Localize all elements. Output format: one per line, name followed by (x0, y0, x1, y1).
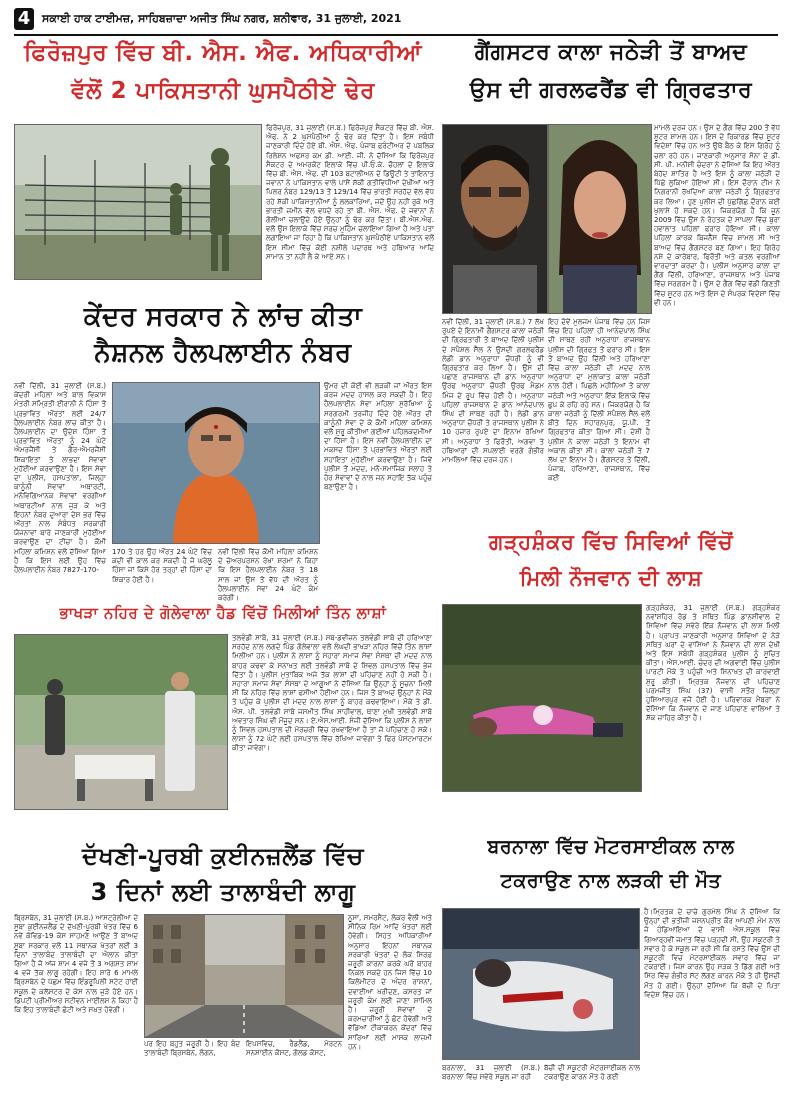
garhshankar-photo (442, 604, 642, 792)
helpline-headline-2: ਨੈਸ਼ਨਲ ਹੈਲਪਲਾਈਨ ਨੰਬਰ (94, 338, 352, 368)
garhshankar-body: ਗੜ੍ਹਸ਼ੰਕਰ, 31 ਜੁਲਾਈ (ਸ.ਬ.) ਗੜ੍ਹਸ਼ੰਕਰ ਨਵਾਂਸ਼ਹਿਰ ਰੋਡ ਤੇ ਸਥਿਤ ਪਿੰਡ ਡਾਨਸੀਵਾਲ ਦੇ ਸਿਵਿਆਂ ਵਿੱਚ ਸਵੇਰੇ ਇੱਕ ਨੌਜਵਾਨ ਦੀ ਲਾਸ਼ ਮਿਲੀ ਹੈ। ਪ੍ਰਾਪਤ ਜਾਣਕਾਰੀ ਅਨੁਸਾਰ ਸਿਵਿਆਂ ਦੇ ਨੇੜੇ ਸਥਿਤ ਘਰਾਂ ਦੇ ਵਾਸਿਆਂ ਨੇ ਨੌਜਵਾਨ ਦੀ ਲਾਸ਼ ਦੇਖੀ ਅਤੇ ਇਸ ਸਬੰਧੀ ਗੜ੍ਹਸ਼ੰਕਰ ਪੁਲੀਸ ਨੂੰ ਸੂਚਿਤ ਕੀਤਾ। ਐਸ.ਆਈ. ਚੰਦਰ ਦੀ ਅਗਵਾਈ ਵਿੱਚ ਪੁਲੀਸ ਪਾਰਟੀ ਮੌਕੇ ਤੇ ਪਹੁੰਚੀ ਅਤੇ ਸ਼ਿਨਾਖਤ ਦੀ ਕਾਰਵਾਈ ਸ਼ੁਰੂ ਕੀਤੀ। ਮ੍ਰਿਤਕ ਨੌਜਵਾਨ ਦੀ ਪਹਿਚਾਣ ਪਰਮਜੀਤ ਸਿੰਘ (37) ਵਾਸੀ ਸਤੌਰ ਜ਼ਿਲ੍ਹਾ ਹੁਸ਼ਿਆਰਪੁਰ ਵਜੋਂ ਹੋਈ ਹੈ। ਪਰਿਵਾਰਕ ਮੈਂਬਰਾਂ ਨੇ ਦੱਸਿਆ ਕਿ ਨੌਜਵਾਨ ਦੇ ਜਾਣ ਪਹਿਚਾਣ ਵਾਲਿਆਂ ਤੇ ਸ਼ੱਕ ਜ਼ਾਹਿਰ ਕੀਤਾ ਹੈ। (646, 604, 780, 723)
barnala-body-mid: ਬੱਚੀ ਦੀ ਸਕੂਟਰੀ ਮੋਟਰਸਾਈਕਲ ਨਾਲ ਟਕਰਾਉਣ ਕਾਰਨ ਮੌਤ ਹੋ ਗਈ (544, 1064, 640, 1082)
gangster-body-left: ਨਵੀਂ ਦਿੱਲੀ, 31 ਜੁਲਾਈ (ਸ.ਬ.) 7 ਲੱਖ ਰੁਪਏ ਦੇ ਇਨਾਮੀ ਗੈਂਗਸਟਰ ਕਾਲਾ ਜਠੇੜੀ ਦੀ ਗ੍ਰਿਫਤਾਰੀ ਤੋਂ ਬਾਅਦ ਦਿੱਲੀ ਪੁਲੀਸ ਦੇ ਸਪੈਸ਼ਲ ਸੈੱਲ ਨੇ ਉਸਦੀ ਗਰਲਫਰੈਂਡ ਲੇਡੀ ਡਾਨ ਅਨੁਰਾਧਾ ਚੌਧਰੀ ਨੂੰ ਵੀ ਗ੍ਰਿਫਤਾਰ ਕਰ ਲਿਆ ਹੈ। ਉਸ ਦੀ ਪਛਾਣ ਰਾਜਸਥਾਨ ਦੀ ਡਾਨ ਅਨੁਰਾਧਾ ਉਰਫ ਅਨੁਰਾਧਾ ਚੌਧਰੀ ਉਰਫ ਮੈਡਮ ਮਿੰਜ ਦੇ ਰੂਪ ਵਿੱਚ ਹੋਈ ਹੈ। ਅਨੁਰਾਧਾ ਪਹਿਲਾਂ ਰਾਜਸਥਾਨ ਦੇ ਡਾਨ ਆਨੰਦਪਾਲ ਸਿੰਘ ਦੀ ਸਾਥਣ ਰਹੀ ਹੈ। ਲੇਡੀ ਡਾਨ ਅਨੁਰਾਧਾ ਚੌਧਰੀ ਤੇ ਰਾਜਸਥਾਨ ਪੁਲੀਸ ਨੇ 10 ਹਜਾਰ ਰੁਪਏ ਦਾ ਇਨਾਮ ਰੱਖਿਆ ਸੀ। ਅਨੁਰਾਧਾ ਤੇ ਫਿਰੌਤੀ, ਅਗਵਾ ਤੇ ਹਥਿਆਰਾਂ ਦੀ ਸਪਲਾਈ ਵਰਗੇ ਗੰਭੀਰ ਮਾਮਲਿਆਂ ਵਿੱਚ ਦਰਜ ਹਨ। (442, 318, 544, 465)
barnala-photo (442, 908, 640, 1060)
helpline-headline-1: ਕੇਂਦਰ ਸਰਕਾਰ ਨੇ ਲਾਂਚ ਕੀਤਾ (83, 302, 363, 332)
gangster-body-mid: ਇਹ ਦੋਵੇਂ ਮੁਲਜਮ ਪੰਜਾਬ ਵਿੱਚ ਹਨ ਜਿਸ ਵਿੱਚ ਇਹ ਪਹਿਲਾਂ ਹੀ ਆਨੰਦਪਾਲ ਸਿੰਘ ਦੀ ਸਾਥਣ ਰਹੀ ਅਨੁਰਾਧਾ ਰਾਜਸਥਾਨ ਪੁਲੀਸ ਦੀ ਗ੍ਰਿਫਤ ਤੋਂ ਫਰਾਰ ਸੀ। ਇਸ ਤੋਂ ਬਾਅਦ ਉਹ ਦਿੱਲੀ ਅਤੇ ਹਰਿਆਣਾ ਵਿੱਚ ਕਾਲਾ ਜਠੇੜੀ ਦੀ ਮਦਦ ਨਾਲ ਅਨੁਰਾਧਾ ਦਾ ਮੁਲਾਕਾਤ ਕਾਲਾ ਜਠੇੜੀ ਨਾਲ ਹੋਈ। ਪਿਛਲੇ ਮਹੀਨਿਆਂ ਤੋਂ ਕਾਲਾ ਜਠੇੜੀ ਅਤੇ ਅਨੁਰਾਧਾ ਇੱਕ ਇਲਾਕੇ ਵਿੱਚ ਛੁਪ ਕੇ ਰਹਿ ਰਹੇ ਸਨ। ਜਿਕਰਯੋਗ ਹੈ ਕਿ ਕਾਲਾ ਜਠੇੜੀ ਨੂੰ ਦਿੱਲੀ ਸਪੈਸ਼ਲ ਸੈੱਲ ਵਲੋਂ ਬੀਤੇ ਦਿਨ ਸਹਾਰਨਪੁਰ, ਯੂ.ਪੀ. ਤੋਂ ਗ੍ਰਿਫਤਾਰ ਕੀਤਾ ਗਿਆ ਸੀ। ਦੇਸ਼ੀ ਹੈ ਪੁਲੀਸ ਨੇ ਕਾਲਾ ਜਠੇੜੀ ਤੇ ਇਨਾਮ ਵੀ ਅਕਾਲ ਕੀਤਾ ਸੀ। ਕਾਲਾ ਜਠੇੜੀ ਤੇ 7 ਲੱਖ ਦਾ ਇਨਾਮ ਹੈ। ਗੈਂਗਸਟਰ ਤੇ ਦਿੱਲੀ, ਪੰਜਾਬ, ਹਰਿਆਣਾ, ਰਾਜਸਥਾਨ, ਵਿੱਚ ਕਈ (548, 318, 650, 483)
bsf-headline-1: ਫਿਰੋਜ਼ਪੁਰ ਵਿੱਚ ਬੀ. ਐਸ. ਐਫ. ਅਧਿਕਾਰੀਆਂ (23, 40, 423, 66)
queensland-headline-2: 3 ਦਿਨਾਂ ਲਈ ਤਾਲਾਬੰਦੀ ਲਾਗੂ (90, 878, 356, 906)
canal-body: ਤਲਵੰਡੀ ਸਾਬੋ, 31 ਜੁਲਾਈ (ਸ.ਬ.) ਸਬ-ਡਵੀਜ਼ਨ ਤਲਵੰਡੀ ਸਾਬੋ ਦੀ ਹਰਿਆਣਾ ਸਰਹੱਦ ਨਾਲ ਲਗਦੇ ਪਿੰਡ ਗੋਲੇਵਾਲਾ ਵਲੋਂ ਲੰਘਦੀ ਭਾਖੜਾ ਨਹਿਰ ਵਿੱਚੋਂ ਤਿੰਨ ਲਾਸ਼ਾਂ ਮਿਲੀਆਂ ਹਨ। ਪੁਲੀਸ ਨੇ ਲਾਸ਼ਾਂ ਨੂੰ ਸਹਾਰਾ ਸਮਾਜ ਸੇਵਾ ਸੰਸਥਾ ਦੀ ਮਦਦ ਨਾਲ ਬਾਹਰ ਕਢਵਾ ਕੇ ਸਨਾਖਤ ਲਈ ਤਲਵੰਡੀ ਸਾਬੋ ਦੇ ਸਿਵਲ ਹਸਪਤਾਲ ਵਿੱਚ ਭੇਜ ਦਿੱਤਾ ਹੈ। ਪੁਲੀਸ ਮੁਤਾਬਿਕ ਅਜੇ ਤੱਕ ਲਾਸ਼ਾਂ ਦੀ ਪਹਿਚਾਣ ਨਹੀਂ ਹੋ ਸਕੀ ਹੈ। ਸਹਾਰਾ ਸਮਾਜ ਸੇਵਾ ਸੰਸਥਾ ਦੇ ਆਗੂਆਂ ਨੇ ਦੱਸਿਆ ਕਿ ਉਨ੍ਹਾਂ ਨੂੰ ਸੂਚਨਾ ਮਿਲੀ ਸੀ ਕਿ ਨਹਿਰ ਵਿੱਚ ਲਾਸ਼ਾਂ ਫਸੀਆਂ ਹੋਈਆਂ ਹਨ। ਜਿਸ ਤੋਂ ਬਾਅਦ ਉਨ੍ਹਾਂ ਨੇ ਮੌਕੇ ਤੇ ਪਹੁੰਚ ਕੇ ਪੁਲੀਸ ਦੀ ਮਦਦ ਨਾਲ ਲਾਸ਼ਾਂ ਨੂੰ ਬਾਹਰ ਕਢਵਾਇਆ। ਮੌਕੇ ਤੇ ਡੀ. ਐਸ. ਪੀ. ਤਲਵੰਡੀ ਸਾਬੋ ਜਸਮੀਤ ਸਿੰਘ ਸਾਹੀਵਾਲ, ਥਾਣਾ ਮੁਖੀ ਤਲਵੰਡੀ ਸਾਬੋ ਅਵਤਾਰ ਸਿੰਘ ਵੀ ਮੌਜੂਦ ਸਨ। ਏ.ਐਸ.ਆਈ. ਸੰਜੀ ਦੱਸਿਆ ਕਿ ਪੁਲੀਸ ਨੇ ਲਾਸ਼ਾਂ ਨੂੰ ਸਿਵਲ ਹਸਪਤਾਲ ਦੀ ਮੋਰਚਰੀ ਵਿੱਚ ਰਖਵਾਇਆ ਹੈ ਤਾਂ ਜੋ ਪਹਿਚਾਣ ਹੋ ਸਕੇ। ਲਾਸ਼ਾਂ ਨੂੰ 72 ਘੰਟੇ ਲਈ ਹਸਪਤਾਲ ਵਿੱਚ ਰੱਖਿਆ ਜਾਵੇਗਾ ਤੇ ਫਿਰ ਪੋਸਟਮਾਰਟਮ ਕੀਤਾ ਜਾਵੇਗਾ। (232, 634, 432, 753)
border-soldiers-photo (14, 124, 262, 280)
page-number: 4 (14, 8, 34, 30)
queensland-body-right: ਨੂਸਾ, ਸਮਰਸੈਟ, ਲੋਕਰ ਵੈਲੀ ਅਤੇ ਸੀਨਿਕ ਰਿਮ ਆਦਿ ਖੇਤਰਾਂ ਲਈ ਹੋਵੇਗੀ। ਸਿਹਤ ਅਧਿਕਾਰੀਆਂ ਅਨੁਸਾਰ ਇਹਨਾਂ ਸਥਾਨਕ ਸਰਕਾਰੀ ਖੇਤਰਾਂ ਦੇ ਲੋਕ ਸਿਰਫ਼ ਜ਼ਰੂਰੀ ਕਾਰਨਾਂ ਕਰਕੇ ਘਰੋਂ ਬਾਹਰ ਨਿਕਲ ਸਕਦੇ ਹਨ ਜਿਸ ਵਿੱਚ 10 ਕਿਲੋਮੀਟਰ ਦੇ ਅੰਦਰ ਰਾਸ਼ਨਾਂ, ਦਵਾਈਆਂ ਖਰੀਦਣ, ਕਸਰਤ ਜਾਂ ਜ਼ਰੂਰੀ ਕੰਮ ਲਈ ਜਾਣਾ ਸ਼ਾਮਿਲ ਹੈ। ਜ਼ਰੂਰੀ ਸੇਵਾਵਾਂ ਦੇ ਕਰਮਚਾਰੀਆਂ ਨੂੰ ਛੋਟ ਹੋਵੇਗੀ ਅਤੇ ਵੱਡਿਆਂ ਟੀਕਾਕਰਨ ਕੇਂਦਰਾਂ ਵਿੱਚ ਸਾਰਿਆਂ ਲਈ ਮਾਸਕ ਲਾਜ਼ਮੀ ਹਨ। (348, 914, 432, 1051)
canal-headline: ਭਾਖੜਾ ਨਹਿਰ ਦੇ ਗੋਲੇਵਾਲਾ ਹੈਡ ਵਿੱਚੋਂ ਮਿਲੀਆਂ ਤਿੰਨ ਲਾਸ਼ਾਂ (59, 604, 387, 622)
gangster-photo-woman (548, 124, 652, 314)
bsf-body: ਫਿਰੋਜ਼ਪੁਰ, 31 ਜੁਲਾਈ (ਸ.ਬ.) ਫਿਰੋਜ਼ਪੁਰ ਸੈਕਟਰ ਵਿੱਚ ਬੀ. ਐਸ. ਐਫ. ਨੇ 2 ਘੁਸਪੈਠੀਆਂ ਨੂੰ ਢੇਰ ਕਰ ਦਿੱਤਾ ਹੈ। ਇਸ ਸਬੰਧੀ ਜਾਣਕਾਰੀ ਦਿੰਦੇ ਹੋਏ ਬੀ. ਐਸ. ਐਫ. ਪੰਜਾਬ ਫਰੰਟੀਅਰ ਦੇ ਪਬਲਿਕ ਰਿਲੇਸ਼ਨ ਅਫਸਰ ਕਮ ਡੀ. ਆਈ. ਜੀ. ਨੇ ਦੱਸਿਆ ਕਿ ਫਿਰੋਜ਼ਪੁਰ ਸੈਕਟਰ ਦੇ ਅਮਰਕੋਟ ਇਲਾਕੇ ਵਿੱਚ ਪੀ.ਓ.ਕੇ. ਚੌਹਲਾਂ ਦੇ ਇਲਾਕੇ ਵਿੱਚ ਬੀ. ਐਸ. ਐਫ. ਦੀ 103 ਬਟਾਲੀਅਨ ਦੇ ਡਿਊਟੀ ਤੇ ਤਾਇਨਾਤ ਜਵਾਨਾਂ ਨੇ ਪਾਕਿਸਤਾਨ ਵਾਲੇ ਪਾਸੋਂ ਸ਼ੱਕੀ ਗਤੀਵਿਧੀਆਂ ਦੇਖੀਆਂ ਅਤੇ ਪਿਲਰ ਨੰਬਰ 129/13 ਤੋਂ 129/14 ਵਿੱਚ ਭਾਰਤੀ ਸਰਹੱਦ ਵੱਲ ਵੱਧ ਰਹੇ ਸ਼ੱਕੀ ਪਾਕਿਸਤਾਨੀਆਂ ਨੂੰ ਲਲਕਾਰਿਆ, ਜਦੋਂ ਉਹ ਨਹੀਂ ਰੁਕੇ ਅਤੇ ਭਾਰਤੀ ਜ਼ਮੀਨ ਵੱਲ ਵਧਦੇ ਰਹੇ ਤਾਂ ਬੀ. ਐਸ. ਐਫ. ਦੇ ਜਵਾਨਾਂ ਨੇ ਗੋਲੀਆਂ ਚਲਾਉਂਦੇ ਹੋਏ ਉਨ੍ਹਾਂ ਨੂੰ ਢੇਰ ਕਰ ਦਿੱਤਾ। ਬੀ.ਐਸ.ਐਫ. ਵਲੋਂ ਉਸ ਇਲਾਕੇ ਵਿੱਚ ਸਰਚ ਮੁਹਿੰਮ ਚਲਾਇਆ ਗਿਆ ਹੈ ਅਤੇ ਪਤਾ ਲਗਾਇਆ ਜਾ ਰਿਹਾ ਹੈ ਕਿ ਪਾਕਿਸਤਾਨ ਘੁਸਪੈਠੀਏ ਪਾਕਿਸਤਾਨ ਵਲੋਂ ਇਸ ਸੀਮਾ ਵਿੱਚ ਕੋਈ ਨਸ਼ੀਲੇ ਪਦਾਰਥ ਅਤੇ ਹਥਿਆਰ ਆਦਿ ਸਾਮਾਨ ਤਾਂ ਨਹੀਂ ਲੈ ਕੇ ਆਏ ਸਨ। (266, 124, 434, 261)
page-header (14, 8, 778, 36)
canal-photo (14, 634, 228, 810)
barnala-body-left: ਬਰਨਾਲਾ, 31 ਜੁਲਾਈ (ਸ.ਬ.) ਬਰਨਾਲਾ ਵਿੱਚ ਸਵੇਰੇ ਸਕੂਲ ਜਾ ਰਹੀ (442, 1064, 540, 1082)
helpline-body-bottom-2: ਨਵੀਂ ਦਿੱਲੀ ਵਿੱਚ ਕੌਮੀ ਮਹਿਲਾ ਕਮਿਸ਼ਨ ਦੇ ਚੇਅਰਪਰਸਨ ਰੇਖਾ ਸ਼ਰਮਾ ਨੇ ਕਿਹਾ ਕਿ ਇਸ ਹੈਲਪਲਾਈਨ ਨੰਬਰ ਤੇ 18 ਸਾਲ ਜਾਂ ਉਸ ਤੋਂ ਵੱਧ ਦੀ ਔਰਤ ਨੂੰ ਹੈਲਪਲਾਈਨ ਸੇਵਾ 24 ਘੰਟੇ ਕੰਮ ਕਰੇਗੀ। (218, 548, 318, 603)
garhshankar-headline-1: ਗੜ੍ਹਸ਼ੰਕਰ ਵਿੱਚ ਸਿਵਿਆਂ ਵਿੱਚੋਂ (488, 530, 734, 554)
bsf-headline-2: ਵੱਲੋਂ 2 ਪਾਕਿਸਤਾਨੀ ਘੁਸਪੈਠੀਏ ਢੇਰ (71, 78, 375, 104)
queensland-headline-1: ਦੱਖਣੀ-ਪੂਰਬੀ ਕੁਈਨਜ਼ਲੈਂਡ ਵਿੱਚ (82, 842, 364, 870)
gangster-headline-1: ਗੈਂਗਸਟਰ ਕਾਲਾ ਜਠੇੜੀ ਤੋਂ ਬਾਅਦ (474, 40, 748, 65)
gangster-body-right: ਮਾਮਲੇ ਦਰਜ ਹਨ। ਉਸ ਦੇ ਗੈਂਗ ਵਿੱਚ 200 ਤੋਂ ਵੱਧ ਸ਼ੂਟਰ ਸ਼ਾਮਲ ਹਨ। ਇਸ ਦੇ ਰਿਕਾਰਡ ਵਿੱਚ ਸ਼ੂਟਰ ਵਿਦੇਸ਼ਾਂ ਵਿੱਚ ਹਨ ਅਤੇ ਉਥੋਂ ਬੈਠ ਕੇ ਇਸ ਗਿਰੋਹ ਨੂੰ ਚਲਾ ਰਹੇ ਹਨ। ਜਾਣਕਾਰੀ ਅਨੁਸਾਰ ਸੋਨਾ ਦੇ ਡੀ. ਸੀ. ਪੀ. ਮਨੀਸ਼ੀ ਚੰਦਰਾ ਨੇ ਦੱਸਿਆ ਕਿ ਇਹ ਔਰਤ ਬੇਹੱਦ ਸ਼ਾਤਿਰ ਹੈ ਅਤੇ ਇਸ ਨੂੰ ਕਾਲਾ ਜਠੇੜੀ ਦੇ ਪਿੱਛੇ ਲੁਕਿਆ ਹੋਇਆ ਸੀ। ਇਸ ਦੌਰਾਨ ਟੀਮ ਨੇ ਨਿਗਰਾਨੀ ਰੱਖਦਿਆਂ ਕਾਲਾ ਜਠੇੜੀ ਨੂੰ ਗ੍ਰਿਫਤਾਰ ਕਰ ਲਿਆ। ਹੁਣ ਪੁਲੀਸ ਦੀ ਪੁੱਛਗਿੱਛ ਦੌਰਾਨ ਕਈ ਖੁਲਾਸੇ ਹੋ ਸਕਦੇ ਹਨ। ਜਿਕਰਯੋਗ ਹੈ ਕਿ ਜੂਨ 2009 ਵਿੱਚ ਉਸ ਨੇ ਰੋਹਤਕ ਦੇ ਸਾਪਲਾ ਵਿੱਚ ਬੁਰਾ ਹਵਾਲਾਤ ਪਹਿਲਾਂ ਫਰਾਰ ਹੋਇਆ ਸੀ। ਕਾਲਾ ਪਹਿਲਾਂ ਕਾਰਕ ਬਿਜਨੈੱਸ ਵਿੱਚ ਸ਼ਾਮਲ ਸੀ ਅਤੇ ਬਾਅਦ ਵਿੱਚ ਗੈਂਗਸਟਰ ਬਣ ਗਿਆ। ਇਹ ਗਿਰੋਹ ਨਸ਼ੇ ਦੇ ਕਾਰੋਬਾਰ, ਫਿਰੌਤੀ ਅਤੇ ਕਤਲ ਵਰਗੀਆਂ ਵਾਰਦਾਤਾਂ ਕਰਦਾ ਹੈ। ਪੁਲੀਸ ਅਨੁਸਾਰ ਕਾਲਾ ਦਾ ਗੈਂਗ ਦਿੱਲੀ, ਹਰਿਆਣਾ, ਰਾਜਸਥਾਨ ਅਤੇ ਪੰਜਾਬ ਵਿੱਚ ਸਰਗਰਮ ਹੈ। ਉਸ ਦੇ ਗੈਂਗ ਵਿੱਚ ਵੱਡੀ ਗਿਣਤੀ ਵਿੱਚ ਸ਼ੂਟਰ ਹਨ ਅਤੇ ਇਸ ਦੇ ਸੰਪਰਕ ਵਿਦੇਸ਼ਾਂ ਵਿੱਚ ਵੀ ਹਨ। (654, 124, 780, 307)
helpline-body-right: ਉਮਰ ਦੀ ਕੋਈ ਵੀ ਲੜਕੀ ਜਾਂ ਔਰਤ ਇਸ ਕਰਜ ਮਦਦ ਹਾਸਲ ਕਰ ਸਕਦੀ ਹੈ। ਇਹ ਹੈਲਪਲਾਈਨ ਸੇਵਾ ਮਹਿਲਾ ਸੁਰੱਖਿਆ ਨੂੰ ਸਰਗਰਮੀ ਤਰਜੀਹ ਦਿੰਦੇ ਹੋਏ ਔਰਤ ਦੀ ਕਾਨੂੰਨੀ ਸੇਵਾ ਦੇ ਕੇ ਕੌਮੀ ਮਹਿਲਾ ਕਮਿਸ਼ਨ ਵਲੋਂ ਸ਼ੁਰੂ ਕੀਤੀਆਂ ਗਈਆਂ ਪਹਿਲਕਦਮੀਆਂ ਦਾ ਹਿੱਸਾ ਹੈ। ਇਸ ਨਵੀਂ ਹੈਲਪਲਾਈਨ ਦਾ ਮਕਸਦ ਹਿੰਸਾ ਤੋਂ ਪ੍ਰਭਾਵਿਤ ਔਰਤਾਂ ਲਈ ਸਹਾਇਤਾ ਮੁਹੱਈਆ ਕਰਵਾਉਣਾ ਹੈ। ਜਿਵੇਂ ਪੁਲੀਸ ਤੋਂ ਮਦਦ, ਮਨੋ-ਸਮਾਜਿਕ ਸਲਾਹ ਤੇ ਹੋਰ ਸੇਵਾਵਾਂ ਦੇ ਨਾਲ ਜਨ ਸਹਾਇ ਤੱਕ ਪਹੁੰਚ ਬਣਾਉਣਾ ਹੈ। (324, 382, 432, 492)
queensland-body-bottom-1: ਪਰ ਇਹ ਬਹੁਤ ਜਰੂਰੀ ਹੈ। ਇਹ ਬੰਦ ਤਾਲਾਬੰਦੀ ਬ੍ਰਿਸਬੇਨ, ਲੋਗਨ, (144, 1040, 240, 1058)
gangster-headline-2: ਉਸ ਦੀ ਗਰਲਫਰੈਂਡ ਵੀ ਗ੍ਰਿਫਤਾਰ (469, 78, 753, 103)
helpline-body-bottom-1: 170 ਤੇ ਹਰ ਉਹ ਔਰਤ 24 ਘੰਟੇ ਵਿੱਚ ਕਦੀ ਵੀ ਕਾਲ ਕਰ ਸਕਦੀ ਹੈ ਜੋ ਘਰੇਲੂ ਹਿੰਸਾ ਜਾਂ ਕਿਸੇ ਹੋਰ ਤਰ੍ਹਾਂ ਦੀ ਹਿੰਸਾ ਦਾ ਸ਼ਿਕਾਰ ਹੋਈ ਹੈ। (112, 548, 212, 584)
barnala-body-right: ਹੈ।ਮ੍ਰਿਤਕ ਦੇ ਚਾਚੇ ਗੁਰਮੇਲ ਸਿੰਘ ਨੇ ਦੱਸਿਆ ਕਿ ਉਨ੍ਹਾਂ ਦੀ ਭਤੀਜੀ ਜਸ਼ਨਪ੍ਰੀਤ ਕੌਰ ਆਪਣੀ ਮੰਮ ਨਾਲ ਜੋ ਹੰਡਿਆਇਆ ਦੇ ਵਾਸੀ ਐਸ.ਸਕੂਲ ਵਿੱਚ ਗਿਆਰ੍ਹਵੀਂ ਜਮਾਤ ਵਿੱਚ ਪੜ੍ਹਦੀ ਸੀ, ਉਹ ਸਕੂਟਰੀ ਤੇ ਸਵਾਰ ਹੋ ਕੇ ਸਕੂਲ ਜਾ ਰਹੀ ਸੀ ਕਿ ਰਸਤੇ ਵਿੱਚ ਉਸ ਦੀ ਸਕੂਟਰੀ ਵਿਚ ਮੋਟਰਸਾਈਕਲ ਸਵਾਰ ਵਿੱਚ ਜਾ ਟਕਰਾਈ। ਜਿਸ ਕਾਰਨ ਉਹ ਸੜਕ ਤੇ ਡਿੱਗ ਗਈ ਅਤੇ ਸਿਰ ਵਿੱਚ ਗੰਭੀਰ ਸੱਟ ਲੱਗਣ ਕਾਰਨ ਮੌਕੇ ਤੇ ਹੀ ਉਸਦੀ ਮੌਤ ਹੋ ਗਈ। ਉਨ੍ਹਾਂ ਦੱਸਿਆ ਕਿ ਬੱਚੀ ਦੇ ਪਿਤਾ ਵਿਦੇਸ਼ ਵਿੱਚ ਹਨ। (644, 908, 780, 999)
barnala-headline-1: ਬਰਨਾਲਾ ਵਿੱਚ ਮੋਟਰਸਾਈਕਲ ਨਾਲ (487, 836, 735, 858)
garhshankar-headline-2: ਮਿਲੀ ਨੌਜਵਾਨ ਦੀ ਲਾਸ਼ (519, 566, 703, 590)
queensland-body-bottom-2: ਇਪਸਵਿਚ, ਰੈਡਲੈਂਡ, ਮੋਰਟਨ ਸਨਸ਼ਾਈਨ ਕੋਸਟ, ਗੋਲਡ ਕੋਸਟ, (246, 1040, 342, 1058)
brisbane-street-photo (144, 914, 344, 1038)
header-dateline: ਸਕਾਈ ਹਾਕ ਟਾਈਮਜ਼, ਸਾਹਿਬਜ਼ਾਦਾ ਅਜੀਤ ਸਿੰਘ ਨਗਰ, ਸ਼ਨੀਵਾਰ, 31 ਜੁਲਾਈ, 2021 (42, 12, 402, 25)
barnala-headline-2: ਟਕਰਾਉਣ ਨਾਲ ਲੜਕੀ ਦੀ ਮੌਤ (500, 870, 722, 892)
minister-photo (112, 382, 320, 544)
queensland-body-left: ਬ੍ਰਿਸਬੇਨ, 31 ਜੁਲਾਈ (ਸ.ਬ.) ਆਸਟ੍ਰੇਲੀਆ ਦੇ ਸੂਬਾ ਕੁਈਨਜ਼ਲੈਂਡ ਦੇ ਦੱਖਣੀ-ਪੂਰਬੀ ਖੇਤਰ ਵਿੱਚ 6 ਨਵੇਂ ਕੋਵਿਡ-19 ਕੇਸ ਸਾਹਮਣੇ ਆਉਣ ਤੋਂ ਬਾਅਦ ਸੂਬਾ ਸਰਕਾਰ ਵਲੋਂ 11 ਸਥਾਨਕ ਖੇਤਰਾਂ ਲਈ 3 ਦਿਨਾਂ ਤਾਲਾਬੰਦ ਤਾਲਾਬੰਦੀ ਦਾ ਐਲਾਨ ਕੀਤਾ ਗਿਆ ਹੈ ਜੋ ਅੱਜ ਸ਼ਾਮ 4 ਵਜੇ ਤੋਂ 3 ਅਗਸਤ ਸ਼ਾਮ 4 ਵਜੇ ਤੱਕ ਲਾਗੂ ਰਹੇਗੀ। ਇਹ ਸ਼ਾਰੇ 6 ਮਾਮਲੇ ਬ੍ਰਿਸਬੇਨ ਦੇ ਪੱਛਮ ਵਿੱਚ ਇੰਡਰੂਪਿਲੀ ਸਟੇਟ ਹਾਈ ਸਕੂਲ ਦੇ ਕਲੱਸਟਰ ਦੇ ਕੇਸ ਨਾਲ ਜੁੜੇ ਹੋਏ ਹਨ। ਡਿਪਟੀ ਪ੍ਰੀਮੀਅਰ ਸਟੀਵਨ ਮਾਈਲਸ ਨੇ ਕਿਹਾ ਹੈ ਕਿ ਇਹ ਤਾਲਾਬੰਦੀ ਛੋਟੀ ਅਤੇ ਸਖ਼ਤ ਹੋਵੇਗੀ। (14, 914, 138, 1015)
gangster-photo-man (442, 124, 548, 314)
helpline-body-left: ਨਵੀਂ ਦਿੱਲੀ, 31 ਜੁਲਾਈ (ਸ.ਬ.) ਕੇਂਦਰੀ ਮਹਿਲਾ ਅਤੇ ਬਾਲ ਵਿਕਾਸ ਮੰਤਰੀ ਸਮ੍ਰਿਤੀ ਈਰਾਨੀ ਨੇ ਹਿੰਸਾ ਤੋਂ ਪ੍ਰਭਾਵਿਤ ਔਰਤਾਂ ਲਈ 24/7 ਹੈਲਪਲਾਈਨ ਨੰਬਰ ਲਾਂਚ ਕੀਤਾ ਹੈ। ਹੈਲਪਲਾਈਨ ਦਾ ਉਦੇਸ਼ ਹਿੰਸਾ ਤੋਂ ਪ੍ਰਭਾਵਿਤ ਔਰਤਾਂ ਨੂੰ 24 ਘੰਟੇ ਐਮਰਜੈਂਸੀ ਤੇ ਗੈਰ-ਐਮਰਜੈਂਸੀ ਸ਼ਿਕਾਇਤਾਂ ਤੇ ਲਾਭਦਾ ਸੇਵਾਵਾਂ ਮੁਹੱਈਆ ਕਰਵਾਉਣਾ ਹੈ। ਇਸ ਸੇਵਾ ਦਾ ਪੁਲੀਸ, ਹਸਪਤਾਲਾਂ, ਜਿਲ੍ਹਾ ਕਾਨੂੰਨੀ ਸੇਵਾਵਾਂ ਅਥਾਰਟੀ, ਮਨੋਵਿਗਿਆਨਕ ਸੇਵਾਵਾਂ ਵਰਗੀਆਂ ਅਥਾਰਟੀਆਂ ਨਾਲ ਜੁੜ ਕੇ ਅਤੇ ਇਹਨਾਂ ਨੰਬਰ ਦੁਆਰਾ ਦੇਸ਼ ਭਰ ਵਿੱਚ ਔਰਤਾਂ ਨਾਲ ਸੰਬੰਧਤ ਸਰਕਾਰੀ ਯੋਜਨਾਵਾਂ ਬਾਰੇ ਜਾਣਕਾਰੀ ਮੁਹੱਈਆ ਕਰਵਾਉਣ ਦਾ ਟੀਚਾ ਹੈ। ਕੌਮੀ ਮਹਿਲਾ ਕਮਿਸ਼ਨ ਵਲੋਂ ਦੱਸਿਆ ਗਿਆ ਹੈ ਕਿ ਇਸ ਲਈ ਉਹ ਵਿੱਚ ਹੈਲਪਲਾਈਨ ਨੰਬਰ 7827-170- (14, 382, 106, 575)
